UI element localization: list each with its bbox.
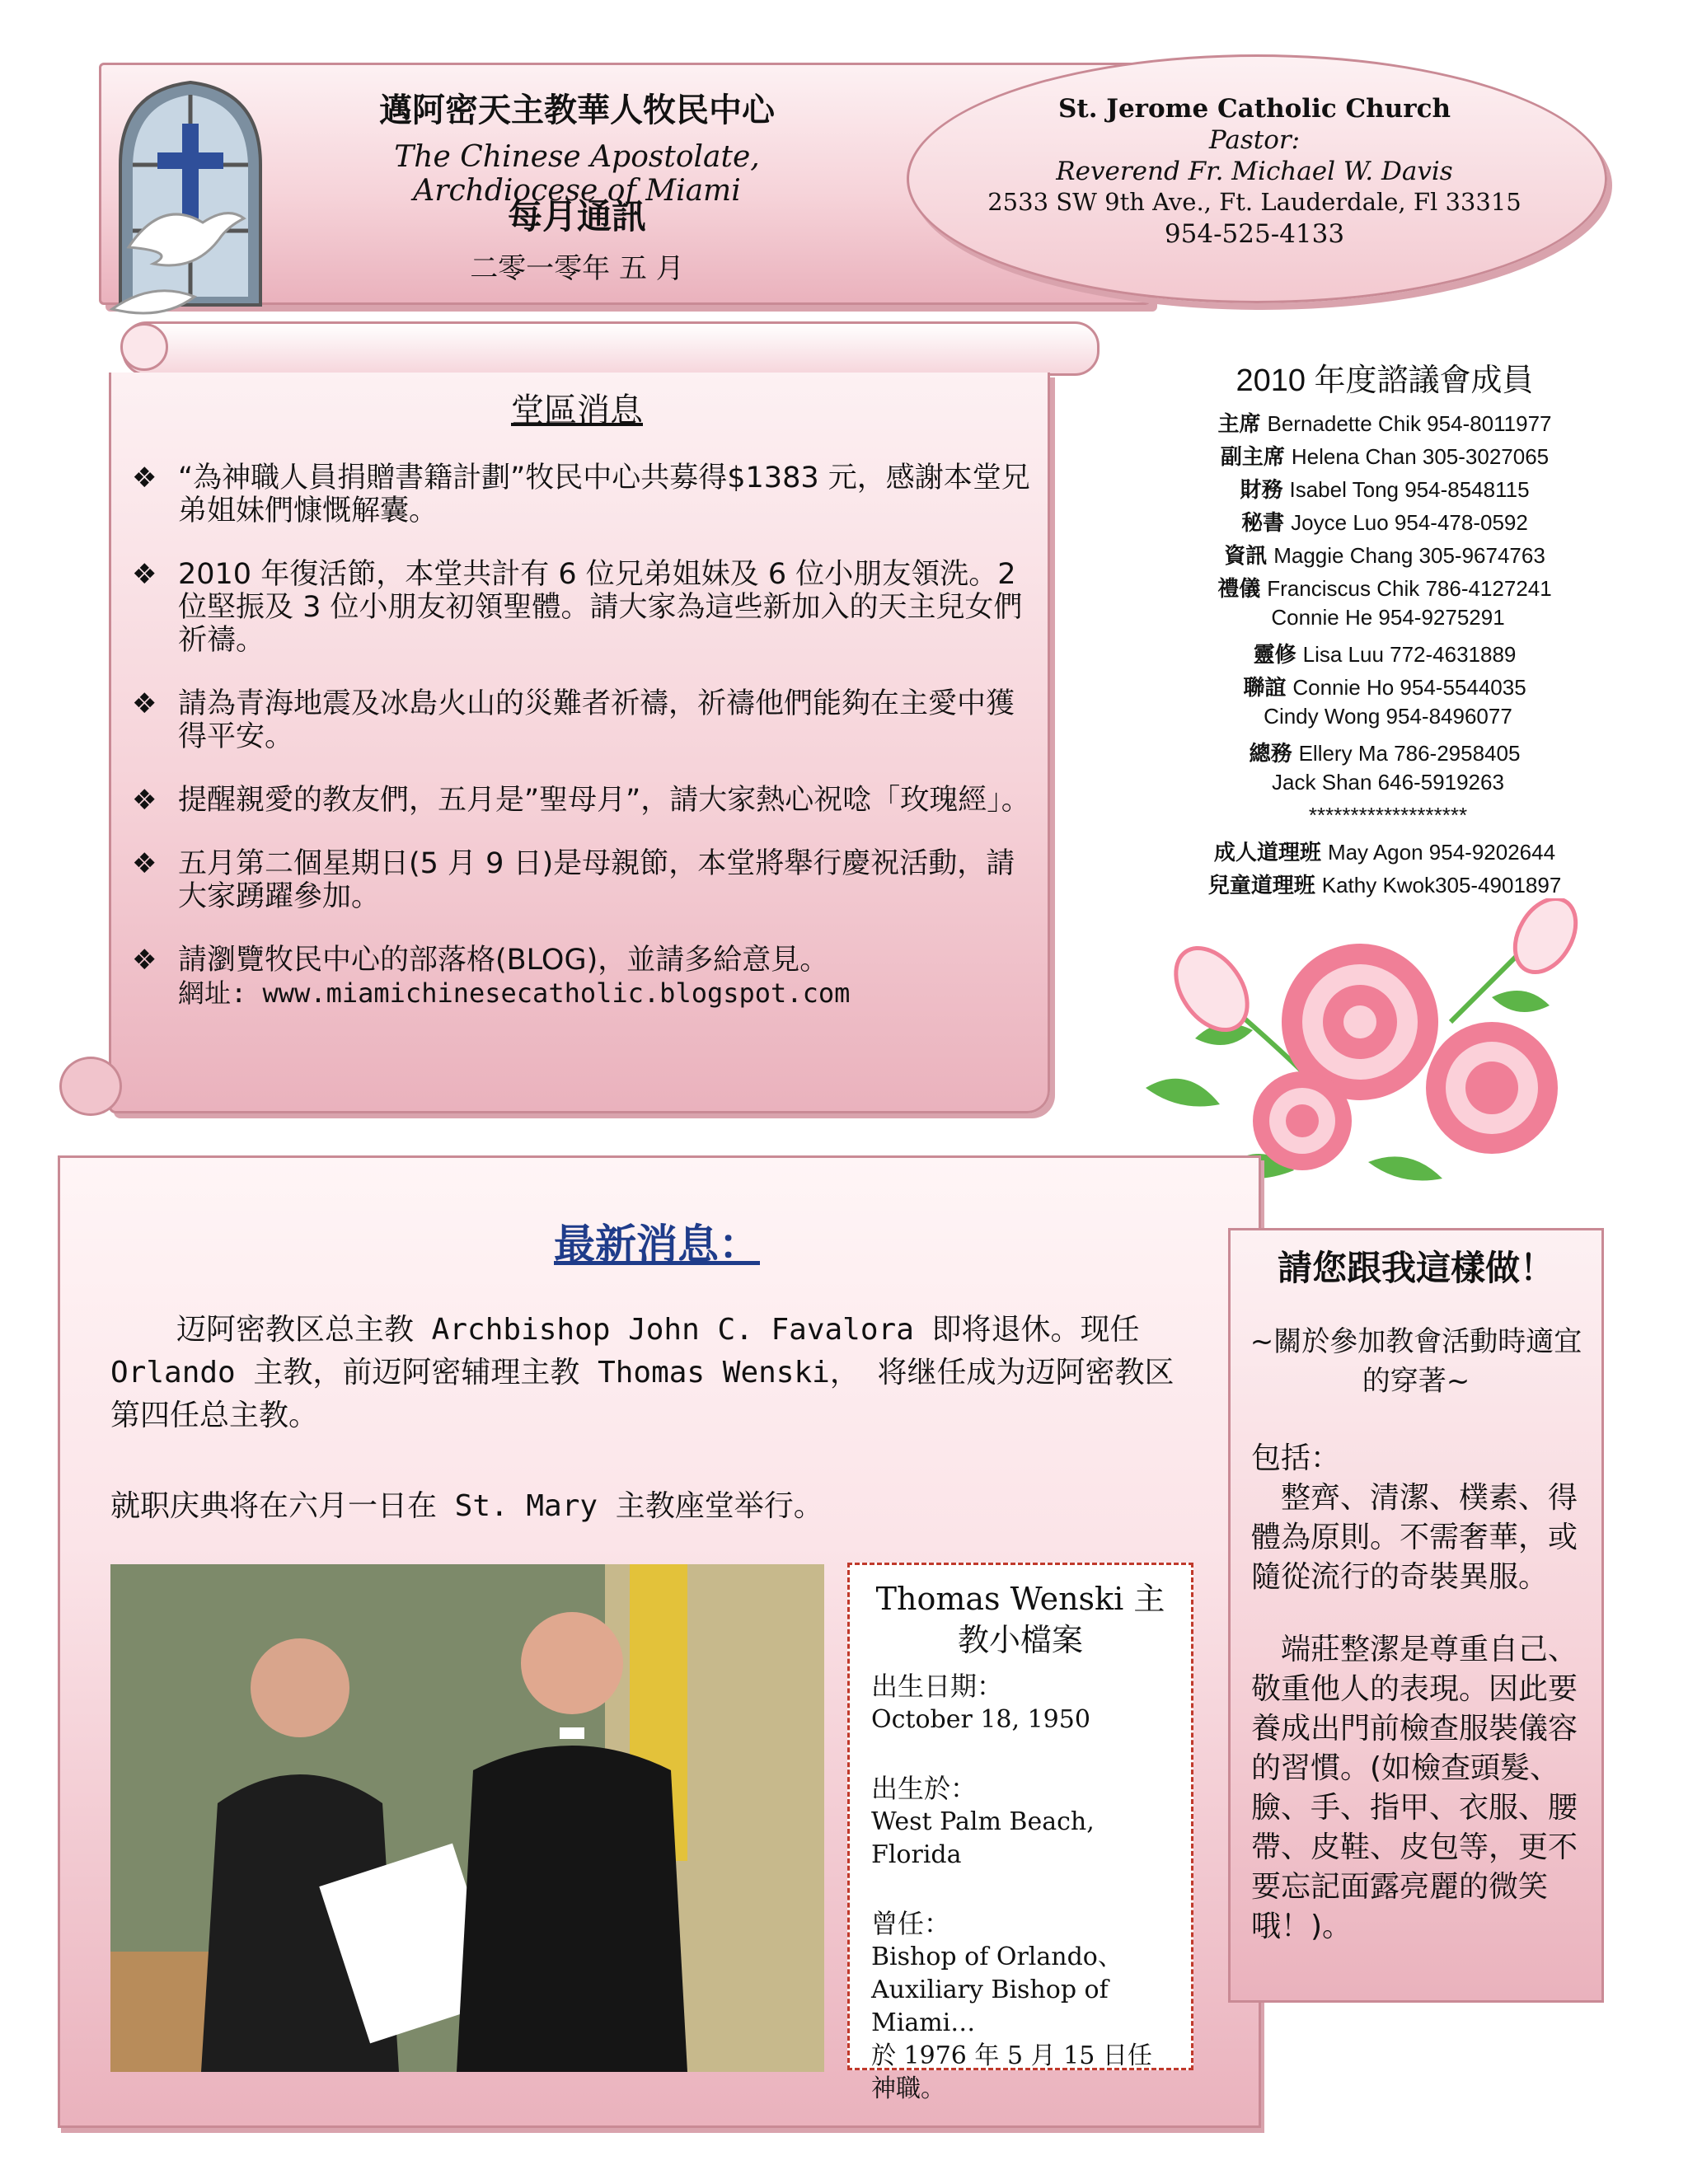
dress-code-paragraph: 端莊整潔是尊重自己、敬重他人的表現。因此要養成出門前檢查服裝儀容的習慣。(如檢查頭髮、臉、手、指甲、衣服、腰帶、皮鞋、皮包等，更不要忘記面露亮麗的微笑哦！)。 (1251, 1633, 1578, 1943)
council-member-name: Lisa Luu 772-4631889 (1302, 642, 1517, 667)
church-name: St. Jerome Catholic Church (1057, 94, 1451, 124)
news-item (132, 944, 1030, 1010)
council-member-name: May Agon 954-9202644 (1327, 840, 1556, 865)
organization-title-chinese: 邁阿密天主教華人牧民中心 (379, 91, 775, 129)
news-item (132, 784, 1030, 817)
council-member-name: Connie He 954-9275291 (1271, 605, 1505, 630)
council-role: 主席 (1217, 411, 1261, 436)
organization-title-english: The Chinese Apostolate, Archdiocese of Miami (394, 140, 760, 208)
latest-news-paragraph: 就职庆典将在六月一日在 St. Mary 主教座堂举行。 (110, 1489, 823, 1523)
diamond-bullet-icon: ❖ (132, 847, 157, 880)
council-member-name: ******************* (1308, 803, 1468, 827)
birth-date-label: 出生日期： (871, 1671, 1004, 1702)
council-separator (1137, 803, 1632, 836)
council-member-row (1137, 770, 1632, 803)
profile-title: Thomas Wenski 主教小檔案 (875, 1581, 1165, 1658)
council-member-name: Maggie Chang 305-9674763 (1273, 543, 1545, 568)
council-member-name: Bernadette Chik 954-8011977 (1267, 411, 1552, 436)
council-role: 兒童道理班 (1207, 873, 1315, 898)
ordination-note: 於 1976 年 5 月 15 日任神職。 (871, 2041, 1152, 2103)
council-member-row (1137, 836, 1632, 869)
issue-date: 二零一零年 五 月 (470, 252, 684, 285)
dress-code-paragraph: 整齊、清潔、樸素、得體為原則。不需奢華，或隨從流行的奇裝異服。 (1251, 1481, 1578, 1594)
newsletter-title: 每月通訊 (507, 196, 646, 237)
council-role: 靈修 (1253, 642, 1296, 667)
bishops-photo (110, 1564, 824, 2072)
council-member-name: Ellery Ma 786-2958405 (1298, 741, 1521, 766)
council-member-row (1137, 737, 1632, 770)
parish-news-list (132, 462, 1030, 1040)
news-item (132, 687, 1030, 753)
council-member-name: Kathy Kwok305-4901897 (1321, 873, 1562, 898)
diamond-bullet-icon: ❖ (132, 784, 157, 817)
council-member-list (1137, 407, 1632, 902)
pastor-name: Reverend Fr. Michael W. Davis (1056, 157, 1453, 186)
diamond-bullet-icon: ❖ (132, 687, 157, 720)
news-item-text: 五月第二個星期日(5 月 9 日)是母親節，本堂將舉行慶祝活動，請大家踴躍參加。 (178, 847, 1015, 913)
news-item (132, 558, 1030, 657)
council-role: 總務 (1249, 741, 1292, 766)
bishop-profile-card (847, 1563, 1193, 2103)
council-member-row (1137, 869, 1632, 902)
council-role: 成人道理班 (1213, 840, 1321, 865)
diamond-bullet-icon: ❖ (132, 944, 157, 977)
council-role: 聯誼 (1243, 675, 1287, 700)
council-member-row (1137, 572, 1632, 605)
news-item-text: 提醒親愛的教友們，五月是”聖母月”，請大家熱心祝唸「玫瑰經」。 (178, 784, 1030, 817)
latest-news-heading: 最新消息： (554, 1220, 760, 1268)
news-item-text: “為神職人員捐贈書籍計劃”牧民中心共募得$1383 元，感謝本堂兄弟姐妹們慷慨解囊。 (178, 462, 1030, 527)
blog-url-link[interactable]: 網址: www.miamichinesecatholic.blogspot.com (178, 977, 851, 1009)
news-item (132, 847, 1030, 913)
birthplace-value: West Palm Beach, Florida (871, 1807, 1095, 1869)
council-member-name: Isabel Tong 954-8548115 (1289, 477, 1530, 502)
council-member-name: Jack Shan 646-5919263 (1272, 770, 1504, 794)
news-item-text: 2010 年復活節，本堂共計有 6 位兄弟姐妹及 6 位小朋友領洗。2 位堅振及 3 位小朋友初領聖體。請大家為這些新加入的天主兒女們祈禱。 (178, 558, 1023, 657)
council-role: 禮儀 (1217, 576, 1261, 601)
council-title: 2010 年度諮議會成員 (1236, 363, 1534, 398)
council-member-row (1137, 506, 1632, 539)
news-item (132, 462, 1030, 527)
scroll-curl-bottom (59, 1057, 122, 1116)
news-item-text: 請瀏覽牧民中心的部落格(BLOG)，並請多給意見。 (178, 944, 829, 977)
council-role: 財務 (1240, 477, 1283, 502)
latest-news-paragraph: 迈阿密教区总主教 Archbishop John C. Favalora 即将退休。现任 Orlando 主教，前迈阿密辅理主教 Thomas Wenski， 将继任成为迈阿密教区第四任总主教。 (110, 1313, 1175, 1432)
council-member-row (1137, 638, 1632, 671)
council-role: 資訊 (1224, 543, 1268, 568)
council-member-name: Franciscus Chik 786-4127241 (1267, 576, 1552, 601)
dress-code-title: 請您跟我這樣做！ (1277, 1248, 1554, 1288)
council-member-name: Cindy Wong 954-8496077 (1264, 704, 1512, 729)
scroll-curl-top (120, 323, 168, 371)
council-member-row (1137, 605, 1632, 638)
council-member-row (1137, 671, 1632, 704)
council-role: 秘書 (1241, 510, 1285, 535)
scroll-top-roll (122, 321, 1100, 376)
council-member-row (1137, 440, 1632, 473)
pastor-label: Pastor: (1208, 125, 1301, 155)
council-member-row (1137, 704, 1632, 737)
birthplace-label: 出生於： (871, 1773, 978, 1804)
dress-code-label: 包括： (1251, 1441, 1341, 1475)
stained-glass-window-icon (104, 74, 293, 321)
church-address: 2533 SW 9th Ave., Ft. Lauderdale, Fl 33315 (987, 188, 1522, 216)
council-member-name: Connie Ho 954-5544035 (1292, 675, 1526, 700)
former-positions-label: 曾任： (871, 1908, 951, 1939)
parish-news-heading: 堂區消息 (511, 391, 643, 429)
dress-code-subtitle: ~關於參加教會活動時適宜的穿著~ (1250, 1325, 1582, 1398)
church-phone: 954-525-4133 (1164, 219, 1345, 249)
council-member-name: Joyce Luo 954-478-0592 (1291, 510, 1528, 535)
council-member-row (1137, 407, 1632, 440)
birth-date-value: October 18, 1950 (871, 1705, 1090, 1734)
diamond-bullet-icon: ❖ (132, 462, 157, 494)
council-role: 副主席 (1220, 444, 1285, 469)
former-positions-value: Bishop of Orlando、Auxiliary Bishop of Miami… (871, 1943, 1123, 2037)
news-item-text: 請為青海地震及冰島火山的災難者祈禱，祈禱他們能夠在主愛中獲得平安。 (178, 687, 1015, 753)
council-member-row (1137, 539, 1632, 572)
diamond-bullet-icon: ❖ (132, 558, 157, 591)
dress-code-text (1251, 1439, 1586, 1947)
council-member-name: Helena Chan 305-3027065 (1291, 444, 1550, 469)
council-member-row (1137, 473, 1632, 506)
